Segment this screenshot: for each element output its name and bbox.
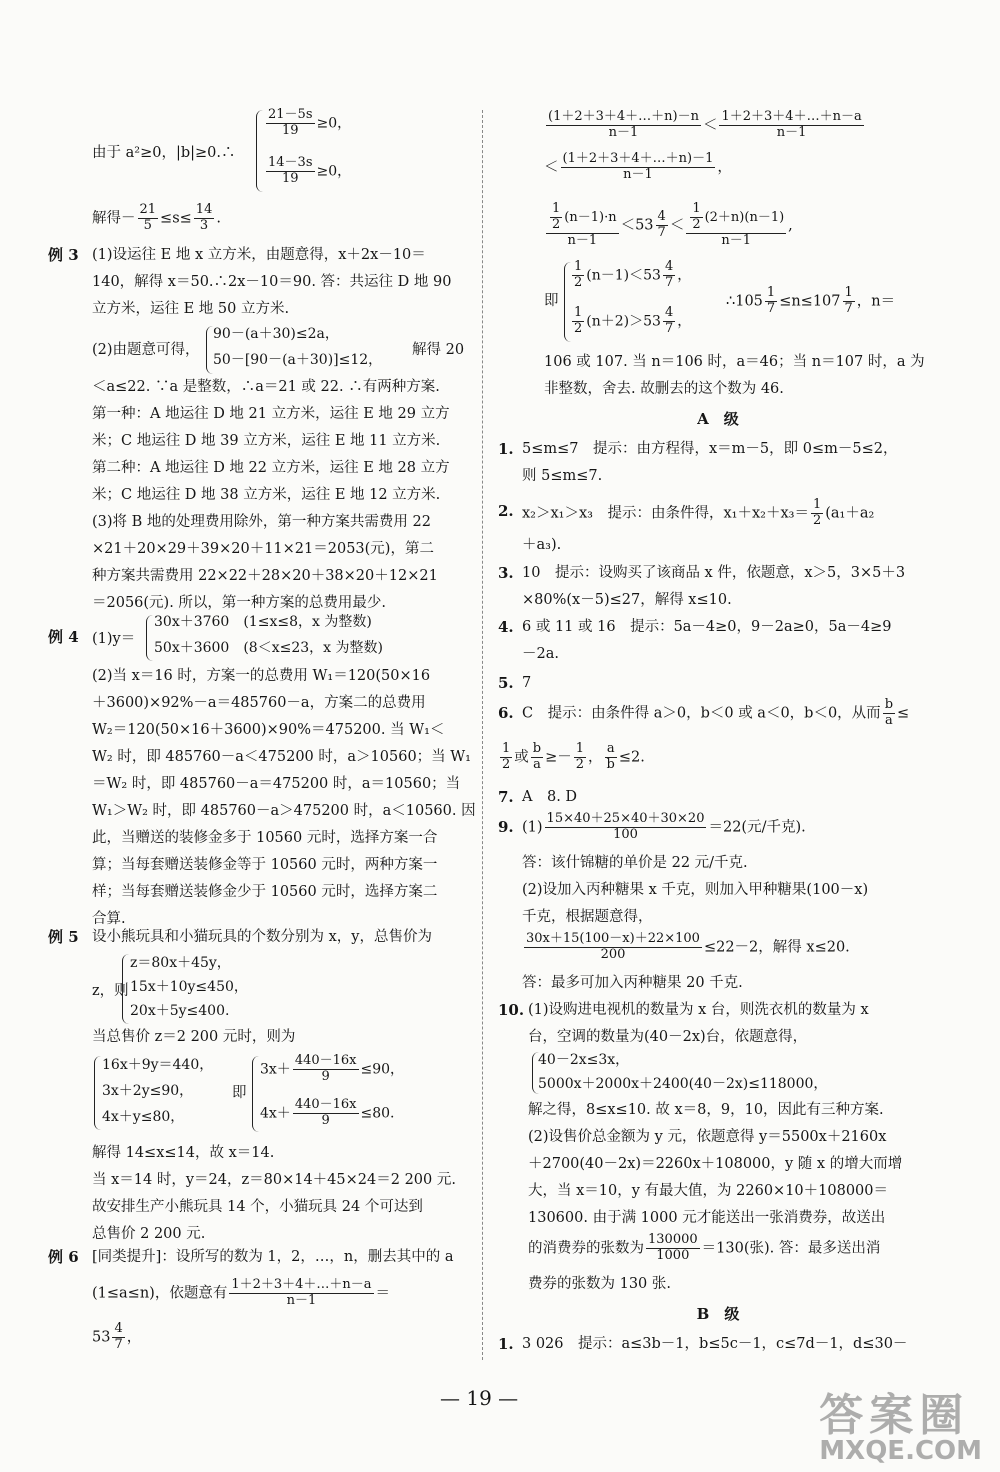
text-line: 10 提示：设购买了该商品 x 件，依题意，x＞5，3×5＋3 [522, 565, 906, 581]
inequality: $\frac{21-5s}{19}$ ≥0， [268, 107, 352, 138]
brace [206, 326, 213, 374]
item-number: 10. [498, 1001, 525, 1019]
text-line: 千克，根据题意得， [522, 909, 653, 925]
text-line: 5≤m≤7 提示：由方程得，x＝m－5，即 0≤m－5≤2， [522, 441, 898, 457]
text-line: 即 [544, 293, 559, 309]
inequality: 20x＋5y≤400. [130, 1003, 230, 1019]
text-line: 140，解得 x＝50.∴2x－10＝90. 答：共运往 D 地 90 [92, 274, 452, 290]
section-heading-a: A 级 [697, 410, 739, 428]
text-line: 的消费券的张数为 $\frac{130000}{1000}$ ＝130(张). 答：最多送出消 [528, 1232, 881, 1263]
solution-line: 解得－ $\frac{21}{5}$ ≤s≤ $\frac{14}{3}$ . [92, 202, 221, 233]
text-line: 3 026 提示：a≤3b－1，b≤5c－1，c≤7d－1，d≤30－ [522, 1336, 908, 1352]
text-line: W₁＞W₂ 时，即 485760－a＞475200 时，a＜10560. 因 [92, 803, 476, 819]
inequality: 90－(a＋30)≤2a， [213, 326, 339, 342]
text-line: 种方案共需费用 22×22＋28×20＋38×20＋12×21 [92, 568, 438, 584]
inequality: 15x＋10y≤450， [130, 979, 248, 995]
inequality: $\frac{1}{2}$ (n＋2)＞53 $\frac{4}{7}$ ， [574, 305, 692, 336]
text-line: (2)设售价总金额为 y 元，依题意得 y＝5500x＋2160x [528, 1129, 887, 1145]
text-line: ×21＋20×29＋39×20＋11×21＝2053(元)，第二 [92, 541, 434, 557]
text-line: 当总售价 z＝2 200 元时，则为 [92, 1029, 296, 1045]
text-line: 解之得，8≤x≤10. 故 x＝8，9，10，因此有三种方案. [528, 1102, 884, 1118]
text-line: 当 x＝14 时，y＝24，z＝80×14＋45×24＝2 200 元. [92, 1172, 456, 1188]
inequality-line: $\frac{(1+2+3+4+\dots+n)-n}{n-1}$ ＜ $\frac{1+2+3+4+\dots+n-a}{n-1}$ [548, 109, 862, 140]
text-line: 130600. 由于满 1000 元才能送出一张消费券，故送出 [528, 1210, 886, 1226]
example-3-label: 例 3 [48, 246, 79, 264]
piecewise-case: 30x＋3760 (1≤x≤8，x 为整数) [154, 614, 372, 630]
brace [252, 1056, 259, 1132]
section-heading-b: B 级 [696, 1305, 740, 1323]
text-line: 则 5≤m≤7. [522, 468, 603, 484]
text-line: 米；C 地运往 D 地 39 立方米，运往 E 地 11 立方米. [92, 433, 441, 449]
item-number: 7. [498, 788, 514, 806]
item-number: 5. [498, 674, 514, 692]
brace [256, 110, 263, 192]
text-line: ＋3600)×92%－a＝485760－a，方案二的总费用 [92, 695, 426, 711]
brace [146, 615, 153, 661]
text-line: 7 [522, 675, 532, 691]
text-line: 解得 14≤x≤14，故 x＝14. [92, 1145, 275, 1161]
text-line: (3)将 B 地的处理费用除外，第一种方案共需费用 22 [92, 514, 431, 530]
page-number: — 19 — [440, 1386, 519, 1410]
text-line: (1≤a≤n)，依题意有 $\frac{1+2+3+4+\dots+n-a}{n-1}$ ＝ [92, 1277, 391, 1308]
column-divider [482, 110, 483, 1360]
text-line: W₂＝120(50×16＋3600)×90%＝475200. 当 W₁＜ [92, 722, 445, 738]
text-line: ＝2056(元). 所以，第一种方案的总费用最少. [92, 595, 387, 611]
item-number: 3. [498, 564, 514, 582]
text-line: $\frac{1}{2}$ 或 $\frac{b}{a}$ ≥－ $\frac{1}{2}$ ， $\frac{a}{b}$ ≤2. [502, 741, 645, 772]
text-line: ＝W₂ 时，即 485760－a＝475200 时，a＝10560；当 [92, 776, 461, 792]
inequality: 50－[90－(a＋30)]≤12， [213, 352, 383, 368]
text-line: C 提示：由条件得 a＞0，b＜0 或 a＜0，b＜0，从而 $\frac{b}{a}$ ≤ [522, 697, 910, 728]
watermark-logo: 答案圈 MXQE.COM [819, 1390, 982, 1466]
inequality: 40－2x≤3x， [538, 1052, 630, 1068]
text-line: 费券的张数为 130 张. [528, 1276, 672, 1292]
item-number: 6. [498, 704, 514, 722]
inequality: $\frac{1}{2}$ (n－1)＜53 $\frac{4}{7}$ ， [574, 259, 692, 290]
text-line: x₂＞x₁＞x₃ 提示：由条件得，x₁＋x₂＋x₃＝ $\frac{1}{2}$ (a₁＋a₂ [522, 497, 875, 528]
text-line: ＋a₃). [522, 537, 562, 553]
inequality: 5000x＋2000x＋2400(40－2x)≤118000， [538, 1076, 828, 1092]
text-line: 非整数，舍去. 故删去的这个数为 46. [544, 381, 784, 397]
text-line: 6 或 11 或 16 提示：5a－4≥0，9－2a≥0，5a－4≥9 [522, 619, 892, 635]
text-line: －2a. [522, 646, 559, 662]
text-line: 解得 20 [412, 342, 465, 358]
item-number: 2. [498, 502, 514, 520]
text-line: 第二种：A 地运往 D 地 22 立方米，运往 E 地 28 立方 [92, 460, 450, 476]
text-line: 样；当每套赠送装修金少于 10560 元时，选择方案二 [92, 884, 438, 900]
inequality: 4x＋ $\frac{440-16x}{9}$ ≤80. [260, 1097, 395, 1128]
result-line: ∴105 $\frac{1}{7}$ ≤n≤107 $\frac{1}{7}$ ，n＝ [726, 285, 896, 316]
text-line: (1) $\frac{15\times 40+25\times 40+30\times 20}{100}$ ＝22(元/千克). [522, 811, 806, 842]
inequality: $\frac{14-3s}{19}$ ≥0， [268, 155, 352, 186]
text-line: (1)设运往 E 地 x 立方米，由题意得，x＋2x－10＝ [92, 247, 426, 263]
text-line: z，则 [92, 983, 129, 999]
text-line: 即 [232, 1085, 247, 1101]
piecewise-case: 50x＋3600 (8＜x≤23，x 为整数) [154, 640, 383, 656]
text-line: 此，当赠送的装修金多于 10560 元时，选择方案一合 [92, 830, 438, 846]
example-5-label: 例 5 [48, 928, 79, 946]
text-line: W₂ 时，即 485760－a＜475200 时，a＞10560；当 W₁ [92, 749, 471, 765]
text-line: 106 或 107. 当 n＝106 时，a＝46；当 n＝107 时，a 为 [544, 354, 925, 370]
inequality-line: ＜ $\frac{(1+2+3+4+\dots+n)-1}{n-1}$ ， [544, 151, 732, 182]
item-number: 1. [498, 1335, 514, 1353]
text-line: 第一种：A 地运往 D 地 21 立方米，运往 E 地 29 立方 [92, 406, 450, 422]
text-line: (1)设购进电视机的数量为 x 台，则洗衣机的数量为 x [528, 1002, 869, 1018]
text-line: 由于 a²≥0，|b|≥0.∴ [92, 145, 236, 161]
text-line: (2)当 x＝16 时，方案一的总费用 W₁＝120(50×16 [92, 668, 431, 684]
equation: 16x＋9y＝440， [102, 1057, 214, 1073]
text-line: (2)设加入丙种糖果 x 千克，则加入甲种糖果(100－x) [522, 882, 869, 898]
equation: z＝80x＋45y， [130, 955, 231, 971]
item-number: 9. [498, 818, 514, 836]
text-line: (2)由题意可得， [92, 342, 200, 358]
text-line: ＜a≤22. ∵a 是整数，∴a＝21 或 22. ∴有两种方案. [92, 379, 440, 395]
text-line: 台，空调的数量为(40－2x)台，依题意得， [528, 1029, 808, 1045]
text-line: ＋2700(40－2x)＝2260x＋108000，y 随 x 的增大而增 [528, 1156, 903, 1172]
text-line: 设小熊玩具和小猫玩具的个数分别为 x，y，总售价为 [92, 929, 432, 945]
example-4-label: 例 4 [48, 628, 79, 646]
text-line: 合算. [92, 911, 126, 927]
item-number: 4. [498, 618, 514, 636]
text-line: A 8. D [522, 789, 578, 805]
text-line: ×80%(x－5)≤27，解得 x≤10. [522, 592, 732, 608]
text-line: 总售价 2 200 元. [92, 1226, 206, 1242]
text-line: [同类提升]：设所写的数为 1，2，…，n，删去其中的 a [92, 1249, 454, 1265]
text-line: 算；当每套赠送装修金等于 10560 元时，两种方案一 [92, 857, 438, 873]
text-line: 故安排生产小熊玩具 14 个，小猫玩具 24 个可达到 [92, 1199, 423, 1215]
text-line: 米；C 地运往 D 地 38 立方米，运往 E 地 12 立方米. [92, 487, 441, 503]
example-6-label: 例 6 [48, 1248, 79, 1266]
text-line: 大，当 x＝10，y 有最大值，为 2260×10＋108000＝ [528, 1183, 888, 1199]
brace [94, 1056, 101, 1130]
inequality: 3x＋2y≤90， [102, 1083, 194, 1099]
inequality-line: $\frac{1}{2}$ (n－1)·n n－1 ＜53 $\frac{4}{7}$ ＜ $\frac{1}{2}$ (2＋n)(n－1) n－1 , [544, 202, 793, 249]
text-line: 53 $\frac{4}{7}$ ， [92, 1321, 142, 1352]
text-line: 答：该什锦糖的单价是 22 元/千克. [522, 855, 748, 871]
inequality: 3x＋ $\frac{440-16x}{9}$ ≤90， [260, 1053, 405, 1084]
brace [122, 954, 129, 1024]
text-line: 答：最多可加入丙种糖果 20 千克. [522, 975, 743, 991]
item-number: 1. [498, 440, 514, 458]
text-line: $\frac{30x+15(100-x)+22\times 100}{200}$ ≤22－2，解得 x≤20. [526, 931, 850, 962]
text-line: 立方米，运往 E 地 50 立方米. [92, 301, 290, 317]
inequality: 4x＋y≤80， [102, 1109, 185, 1125]
text-line: (1)y＝ [92, 631, 136, 647]
